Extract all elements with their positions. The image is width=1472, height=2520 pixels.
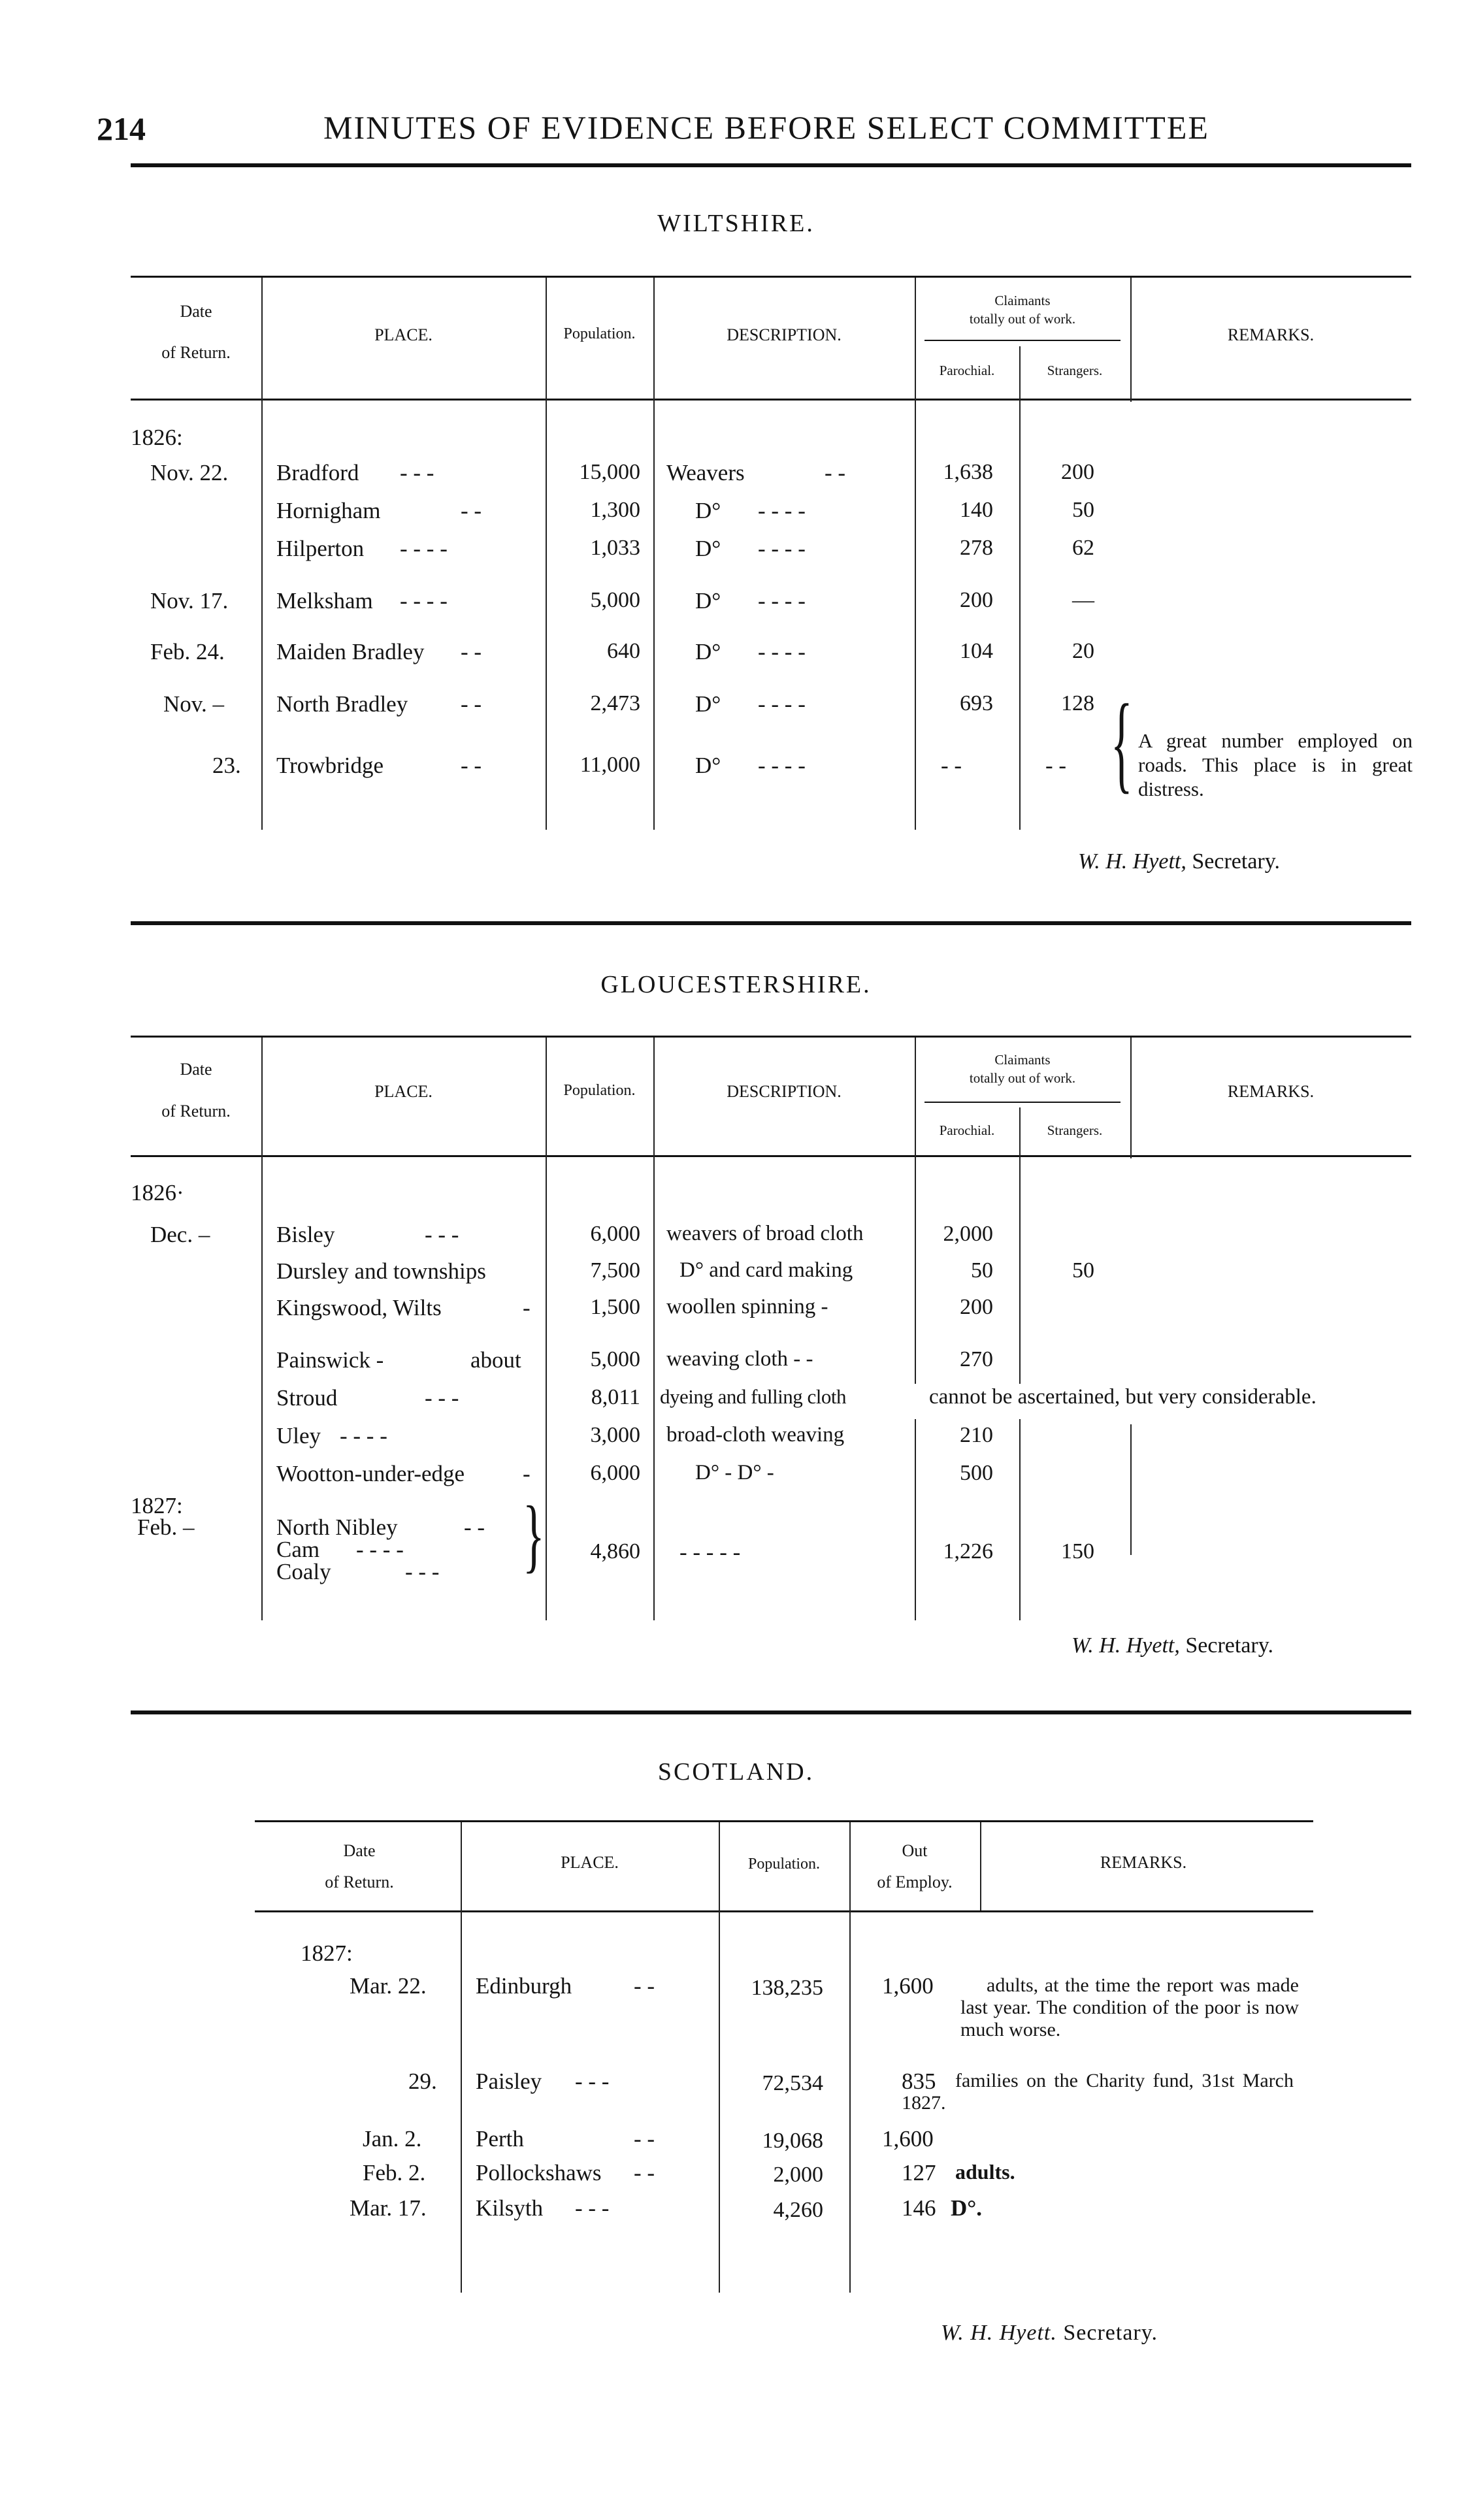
date-cell: Mar. 22. [350, 1973, 427, 1999]
section-rule [131, 1710, 1411, 1714]
remark-cell: adults, at the time the report was made last year. The condition of the poor is now much worse. [960, 1974, 1299, 2040]
col-header-claimants-2: totally out of work. [969, 1070, 1076, 1086]
place-cell: Maiden Bradley [276, 639, 425, 664]
place-dots: - - [461, 691, 482, 717]
place-dots: about [470, 1347, 521, 1373]
remark-cell: families on the Charity fund, 31st March 1827. [902, 2070, 1294, 2114]
description-dots: - - - - [758, 536, 806, 561]
col-header-population: Population. [563, 325, 636, 342]
population-cell: 72,534 [762, 2071, 823, 2095]
place-cell: Hornigham [276, 498, 381, 523]
header-bottom-rule [131, 399, 1411, 401]
place-dots: - - - [575, 2195, 610, 2221]
place-cell: Stroud [276, 1385, 338, 1411]
place-cell: Dursley and townships [276, 1258, 486, 1284]
col-divider [1130, 1038, 1132, 1158]
place-cell: Bisley [276, 1222, 335, 1247]
out-of-employ-cell: 1,600 [882, 1973, 934, 1999]
description-dots: - - - - [758, 588, 806, 614]
date-cell: Feb. – [137, 1514, 195, 1540]
population-cell: 6,000 [590, 1461, 640, 1485]
strangers-cell: 128 [1061, 691, 1094, 715]
date-cell: Dec. – [150, 1222, 210, 1247]
signature [941, 2321, 1158, 2346]
population-cell: 5,000 [590, 588, 640, 612]
population-cell: 4,260 [773, 2198, 823, 2222]
col-header-claimants-2: totally out of work. [969, 311, 1076, 327]
place-cell: North Nibley [276, 1514, 398, 1540]
remark-brace: { [1111, 683, 1133, 805]
year-label: 1827: [301, 1940, 353, 1966]
date-cell: Nov. 22. [150, 460, 229, 485]
section-heading: SCOTLAND. [657, 1758, 815, 1786]
signature [1078, 849, 1280, 874]
place-dots: - - - [425, 1222, 459, 1247]
col-divider [1019, 1419, 1021, 1620]
strangers-cell: 50 [1072, 498, 1094, 522]
col-divider [461, 1822, 462, 2293]
col-header-strangers: Strangers. [1047, 363, 1103, 378]
col-header-remarks: REMARKS. [1100, 1853, 1187, 1872]
signature-name: W. H. Hyett, [1071, 1633, 1180, 1658]
col-header-description: DESCRIPTION. [727, 1082, 842, 1101]
parochial-cell: 270 [960, 1347, 993, 1371]
place-dots: - - - [400, 460, 434, 485]
parochial-cell: 50 [971, 1258, 993, 1283]
place-cell: Pollockshaws [476, 2160, 602, 2185]
strangers-cell: 150 [1061, 1539, 1094, 1563]
col-header-claimants: Claimants [994, 293, 1051, 308]
parochial-cell: 200 [960, 588, 993, 612]
table-top-rule [131, 276, 1411, 278]
description-cell: weaving cloth - - [666, 1347, 813, 1371]
date-cell: Jan. 2. [363, 2126, 422, 2152]
header-rule [131, 163, 1411, 167]
col-divider [1130, 278, 1132, 402]
signature-title: Secretary. [1192, 849, 1281, 874]
col-header-place: PLACE. [561, 1853, 619, 1872]
description-cell: D° [695, 691, 721, 717]
year-label: 1826· [131, 1180, 184, 1205]
date-cell: Feb. 2. [363, 2160, 426, 2185]
parochial-cell: 210 [960, 1423, 993, 1447]
place-dots: - - - - [340, 1423, 387, 1448]
population-cell: 7,500 [590, 1258, 640, 1283]
col-divider [546, 1038, 547, 1620]
date-cell: Nov. 17. [150, 588, 229, 614]
description-dots: - - - - [758, 498, 806, 523]
col-divider [915, 1419, 916, 1620]
page-number: 214 [97, 110, 146, 147]
date-cell: 23. [212, 753, 241, 778]
section-heading: WILTSHIRE. [657, 210, 815, 237]
out-of-employ-cell: 127 [902, 2160, 936, 2185]
signature-title: Secretary. [1063, 2321, 1158, 2345]
col-divider [980, 1822, 981, 1910]
description-dots: - - - - [758, 753, 806, 778]
population-cell: 640 [607, 639, 640, 663]
place-cell: Wootton-under-edge [276, 1461, 465, 1486]
population-cell: 3,000 [590, 1423, 640, 1447]
col-divider [1019, 1107, 1021, 1384]
place-dots: - - [634, 1973, 655, 1999]
col-divider [915, 1038, 916, 1384]
out-of-employ-cell: 835 [902, 2069, 936, 2094]
col-divider [1130, 1424, 1132, 1555]
place-cell: Hilperton [276, 536, 365, 561]
place-dots: - - - - [356, 1537, 404, 1562]
place-dots: - - - - [400, 588, 448, 614]
strangers-cell: 62 [1072, 536, 1094, 560]
place-cell: Bradford [276, 460, 359, 485]
population-cell: 138,235 [751, 1976, 823, 2000]
col-header-date: Date [180, 302, 212, 321]
col-divider [653, 1038, 655, 1620]
remark-cell: D°. [951, 2195, 983, 2221]
running-title: MINUTES OF EVIDENCE BEFORE SELECT COMMITTEE [323, 109, 1209, 146]
population-cell: 1,300 [590, 498, 640, 522]
place-cell: Uley [276, 1423, 321, 1448]
description-cell: dyeing and fulling cloth [660, 1385, 847, 1408]
place-cell: Painswick - [276, 1347, 384, 1373]
date-cell: Feb. 24. [150, 639, 225, 664]
description-cell: D° and card making [679, 1258, 853, 1282]
place-dots: - - - [405, 1559, 440, 1584]
description-dots: - - [825, 460, 846, 485]
place-cell: Cam [276, 1537, 320, 1562]
claimants-brace-line [924, 1102, 1120, 1103]
place-dots: - - [461, 498, 482, 523]
col-header-date-2: of Return. [325, 1873, 394, 1891]
col-divider [261, 278, 263, 830]
description-cell: D° [695, 498, 721, 523]
out-of-employ-cell: 146 [902, 2195, 936, 2221]
signature-name: W. H. Hyett. [941, 2321, 1057, 2345]
place-dots: - - [461, 753, 482, 778]
col-header-out-2: of Employ. [877, 1873, 953, 1891]
description-cell: - - - - - [679, 1539, 741, 1565]
population-cell: 2,000 [773, 2163, 823, 2187]
col-header-strangers: Strangers. [1047, 1122, 1103, 1138]
remark-text: A great number employed on roads. This place is in great distress. [1138, 729, 1413, 800]
date-cell: Mar. 17. [350, 2195, 427, 2221]
col-header-remarks: REMARKS. [1227, 325, 1315, 344]
year-label: 1826: [131, 425, 183, 450]
signature-title: Secretary. [1185, 1633, 1274, 1658]
population-cell: 6,000 [590, 1222, 640, 1246]
place-dots: - [523, 1295, 531, 1320]
population-cell: 1,033 [590, 536, 640, 560]
section-heading: GLOUCESTERSHIRE. [600, 971, 872, 998]
place-cell: Perth [476, 2126, 524, 2152]
description-cell: weavers of broad cloth [666, 1222, 864, 1245]
population-cell: 5,000 [590, 1347, 640, 1371]
population-cell: 11,000 [580, 753, 640, 777]
group-brace: { [523, 1490, 545, 1582]
signature [1071, 1633, 1273, 1658]
place-cell: Coaly [276, 1559, 331, 1584]
strangers-cell: 20 [1072, 639, 1094, 663]
col-header-population: Population. [747, 1856, 820, 1873]
parochial-cell: 693 [960, 691, 993, 715]
strangers-cell: 50 [1072, 1258, 1094, 1283]
col-header-date: Date [343, 1841, 376, 1860]
table-top-rule [131, 1036, 1411, 1038]
description-dots: - - - - [758, 691, 806, 717]
parochial-cell: - - [941, 753, 962, 778]
col-header-date-2: of Return. [161, 343, 231, 362]
parochial-cell: 104 [960, 639, 993, 663]
year-label: 1827: [131, 1493, 183, 1518]
parochial-cell: 200 [960, 1295, 993, 1319]
place-cell: North Bradley [276, 691, 408, 717]
col-header-place: PLACE. [374, 1082, 433, 1101]
description-cell: D° [695, 753, 721, 778]
place-dots: - - [634, 2160, 655, 2185]
place-cell: Trowbridge [276, 753, 384, 778]
parochial-cell: 500 [960, 1461, 993, 1485]
population-cell: 19,068 [762, 2129, 823, 2153]
col-header-place: PLACE. [374, 325, 433, 344]
place-cell: Kingswood, Wilts [276, 1295, 442, 1320]
col-header-population: Population. [563, 1082, 636, 1099]
place-dots: - - [461, 639, 482, 664]
strangers-cell: — [1072, 588, 1094, 612]
col-header-date-2: of Return. [161, 1102, 231, 1121]
description-cell: D° [695, 639, 721, 664]
section-rule [131, 921, 1411, 925]
population-cell: 4,860 [590, 1539, 640, 1563]
remark-cell: adults. [955, 2160, 1015, 2184]
place-dots: - - - [575, 2069, 610, 2094]
col-header-claimants: Claimants [994, 1052, 1051, 1068]
remark-cell: cannot be ascertained, but very considerable. [929, 1385, 1317, 1409]
parochial-cell: 278 [960, 536, 993, 560]
col-header-out: Out [902, 1841, 928, 1860]
claimants-brace-line [924, 340, 1120, 341]
parochial-cell: 140 [960, 498, 993, 522]
description-cell: D° [695, 536, 721, 561]
col-divider [849, 1822, 851, 2293]
description-dots: - - - - [758, 639, 806, 664]
parochial-cell: 1,226 [943, 1539, 993, 1563]
col-divider [653, 278, 655, 830]
description-cell: D° - D° - [695, 1461, 774, 1484]
col-header-description: DESCRIPTION. [727, 325, 842, 344]
place-dots: - - - [425, 1385, 459, 1411]
place-cell: Paisley [476, 2069, 542, 2094]
col-header-parochial: Parochial. [939, 1122, 995, 1138]
header-bottom-rule [131, 1155, 1411, 1157]
description-cell: Weavers [666, 460, 745, 485]
date-cell: Nov. – [163, 691, 225, 717]
place-cell: Kilsyth [476, 2195, 544, 2221]
parochial-cell: 2,000 [943, 1222, 993, 1246]
population-cell: 15,000 [579, 460, 640, 484]
description-cell: woollen spinning - [666, 1295, 828, 1318]
col-header-date: Date [180, 1060, 212, 1079]
parochial-cell: 1,638 [943, 460, 993, 484]
col-header-remarks: REMARKS. [1227, 1082, 1315, 1101]
col-divider [261, 1038, 263, 1620]
table-top-rule [255, 1820, 1313, 1822]
place-dots: - - [634, 2126, 655, 2152]
date-cell: 29. [408, 2069, 437, 2094]
signature-name: W. H. Hyett, [1078, 849, 1186, 874]
col-header-parochial: Parochial. [939, 363, 995, 378]
place-dots: - - - - [400, 536, 448, 561]
out-of-employ-cell: 1,600 [882, 2126, 934, 2152]
place-dots: - [523, 1461, 531, 1486]
population-cell: 1,500 [590, 1295, 640, 1319]
place-dots: - - [464, 1514, 485, 1540]
description-cell: D° [695, 588, 721, 614]
population-cell: 2,473 [590, 691, 640, 715]
description-cell: broad-cloth weaving [666, 1423, 845, 1447]
header-bottom-rule [255, 1910, 1313, 1912]
strangers-cell: 200 [1061, 460, 1094, 484]
strangers-cell: - - [1045, 753, 1067, 778]
place-cell: Edinburgh [476, 1973, 572, 1999]
population-cell: 8,011 [591, 1385, 640, 1409]
place-cell: Melksham [276, 588, 373, 614]
